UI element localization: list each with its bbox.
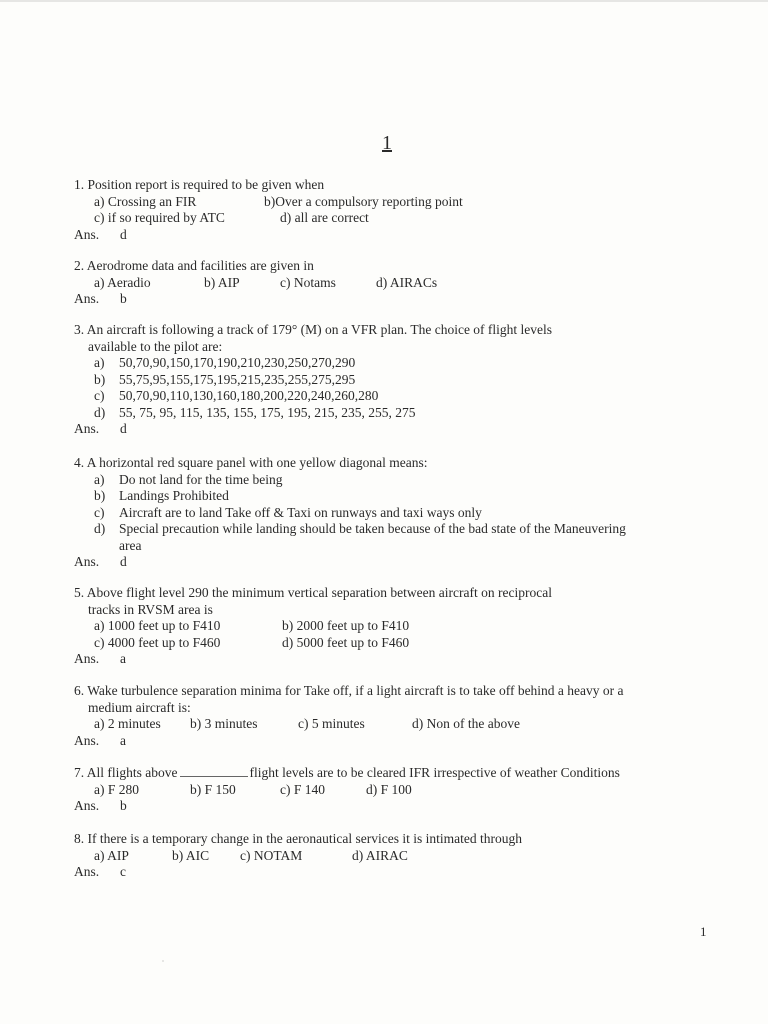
option-b: b) F 150 bbox=[190, 781, 236, 797]
question-8 bbox=[74, 831, 522, 881]
question-stem: 2. Aerodrome data and facilities are given in bbox=[74, 258, 314, 273]
answer-value: d bbox=[120, 421, 127, 436]
option-c: c) Aircraft are to land Take off & Taxi on runways and taxi ways only bbox=[94, 504, 482, 520]
option-d: d) AIRACs bbox=[376, 274, 438, 290]
answer-value: d bbox=[120, 554, 127, 569]
option-b: b) 55,75,95,155,175,195,215,235,255,275,295 bbox=[94, 371, 356, 387]
option-b: b) AIC bbox=[172, 847, 210, 863]
answer-line bbox=[74, 554, 626, 571]
answer-line bbox=[74, 651, 552, 668]
option-c: c) 50,70,90,110,130,160,180,200,220,240,260,280 bbox=[94, 388, 379, 403]
answer-value: d bbox=[120, 226, 127, 242]
answer-line bbox=[74, 291, 314, 308]
option-c: c) if so required by ATC bbox=[94, 210, 225, 225]
question-stem-continued: medium aircraft is: bbox=[88, 699, 191, 715]
scan-speck bbox=[162, 960, 164, 962]
answer-label: Ans. bbox=[74, 732, 100, 748]
option-b: b) 2000 feet up to F410 bbox=[282, 618, 410, 633]
answer-label: Ans. bbox=[74, 226, 100, 242]
answer-value: c bbox=[120, 864, 126, 879]
answer-label: Ans. bbox=[74, 554, 100, 569]
option-a: a) F 280 bbox=[94, 781, 139, 797]
question-7 bbox=[74, 765, 620, 815]
option-d: d) Non of the above bbox=[412, 716, 520, 731]
option-c: c) F 140 bbox=[280, 781, 325, 797]
option-c: c) 5 minutes bbox=[298, 716, 365, 731]
answer-value: b bbox=[120, 798, 127, 813]
option-d: d) AIRAC bbox=[352, 847, 408, 863]
answer-line bbox=[74, 864, 522, 881]
option-b: b) 3 minutes bbox=[190, 716, 258, 731]
option-a: a) AIP bbox=[94, 847, 129, 863]
question-stem: 4. A horizontal red square panel with one yellow diagonal means: bbox=[74, 455, 428, 470]
question-3 bbox=[74, 322, 552, 438]
answer-line bbox=[74, 421, 552, 438]
question-1 bbox=[74, 177, 463, 243]
question-5 bbox=[74, 585, 552, 668]
answer-label: Ans. bbox=[74, 798, 100, 813]
option-a: a) 2 minutes bbox=[94, 716, 161, 731]
question-stem-continued: available to the pilot are: bbox=[88, 338, 223, 354]
footer-page-number: 1 bbox=[700, 924, 707, 939]
option-b: b) Landings Prohibited bbox=[94, 488, 229, 503]
option-c: c) 4000 feet up to F460 bbox=[94, 634, 221, 650]
option-b: b)Over a compulsory reporting point bbox=[264, 193, 463, 209]
question-stem: 6. Wake turbulence separation minima for Take off, if a light aircraft is to take off behind a heavy or a bbox=[74, 683, 624, 698]
answer-line bbox=[74, 733, 624, 750]
answer-line bbox=[74, 227, 324, 244]
option-b: b) AIP bbox=[204, 274, 240, 290]
question-2 bbox=[74, 258, 438, 308]
question-stem: 5. Above flight level 290 the minimum vertical separation between aircraft on reciprocal bbox=[74, 585, 552, 600]
option-a: a) Crossing an FIR bbox=[94, 193, 197, 209]
option-d: d) Special precaution while landing should be taken because of the bad state of the Maneuvering bbox=[94, 521, 626, 536]
answer-label: Ans. bbox=[74, 651, 100, 666]
question-stem: 8. If there is a temporary change in the aeronautical services it is intimated through bbox=[74, 831, 522, 846]
answer-line bbox=[74, 798, 620, 815]
fill-in-blank bbox=[180, 776, 248, 777]
scan-edge-mark bbox=[0, 0, 768, 2]
question-stem: 7. All flights above flight levels are to be cleared IFR irrespective of weather Conditions bbox=[74, 765, 620, 780]
question-4 bbox=[74, 455, 626, 571]
page-number: 1 bbox=[382, 132, 392, 154]
option-a: a) Do not land for the time being bbox=[94, 471, 283, 487]
question-stem: 3. An aircraft is following a track of 179° (M) on a VFR plan. The choice of flight levels bbox=[74, 322, 553, 337]
option-d-continued: area bbox=[119, 537, 142, 553]
answer-value: a bbox=[120, 651, 126, 666]
answer-value: a bbox=[120, 732, 126, 748]
option-d: d) 55, 75, 95, 115, 135, 155, 175, 195, 215, 235, 255, 275 bbox=[94, 404, 416, 420]
option-a: a) Aeradio bbox=[94, 274, 151, 290]
question-stem: 1. Position report is required to be given when bbox=[74, 177, 325, 192]
question-6 bbox=[74, 683, 624, 749]
answer-label: Ans. bbox=[74, 291, 100, 306]
answer-value: b bbox=[120, 291, 127, 306]
question-stem-continued: tracks in RVSM area is bbox=[88, 601, 213, 617]
answer-label: Ans. bbox=[74, 421, 100, 436]
option-c: c) Notams bbox=[280, 274, 336, 290]
option-d: d) 5000 feet up to F460 bbox=[282, 634, 410, 650]
option-a: a) 1000 feet up to F410 bbox=[94, 618, 221, 633]
option-d: d) F 100 bbox=[366, 781, 412, 797]
answer-label: Ans. bbox=[74, 864, 100, 879]
option-c: c) NOTAM bbox=[240, 847, 303, 863]
option-d: d) all are correct bbox=[280, 210, 369, 225]
option-a: a) 50,70,90,150,170,190,210,230,250,270,290 bbox=[94, 355, 356, 370]
